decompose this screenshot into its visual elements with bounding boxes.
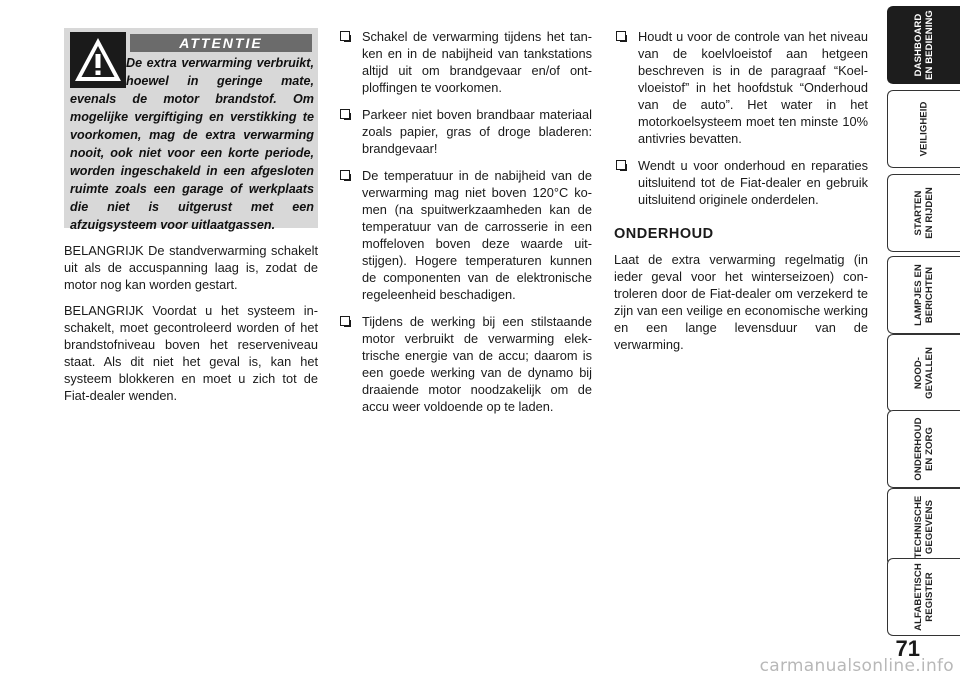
tab-label: STARTEN EN RIJDEN xyxy=(913,187,935,239)
list-item: Parkeer niet boven brandbaar materiaal zoals papier, gras of droge bladeren: brandgevaar! xyxy=(338,106,592,157)
tab-veiligheid[interactable] xyxy=(887,90,960,168)
tab-lampjes[interactable] xyxy=(887,256,960,334)
page-number: 71 xyxy=(895,636,920,661)
list-item: Tijdens de werking bij een stilstaande motor verbruikt de verwarming elektrische energie van de accu; daarom is een goede werking van de dynamo bij draaiende motor noodzakelijk om de accu weer voldoende op te laden. xyxy=(338,313,592,415)
watermark: carmanualsonline.info xyxy=(759,656,954,676)
checkbox-bullet-icon xyxy=(616,31,626,41)
list-item: Wendt u voor onderhoud en reparaties uitsluitend tot de Fiat-dealer en gebruik uitsluitend originele onderdelen. xyxy=(614,157,868,208)
chapter-tabs xyxy=(882,0,960,678)
bullet-list xyxy=(338,28,592,415)
tab-label: DASHBOARD EN BEDIENING xyxy=(913,10,935,80)
checkbox-bullet-icon xyxy=(340,109,350,119)
tab-alfabetisch-register[interactable] xyxy=(887,558,960,636)
tab-label: VEILIGHEID xyxy=(918,101,930,157)
tab-technische-gegevens[interactable] xyxy=(887,488,960,566)
column-right xyxy=(614,28,868,362)
section-heading: ONDERHOUD xyxy=(614,226,714,242)
tab-label: ALFABETISCH REGISTER xyxy=(913,563,935,631)
column-middle xyxy=(338,28,592,425)
bullet-list xyxy=(614,28,868,208)
checkbox-bullet-icon xyxy=(340,316,350,326)
paragraph: Laat de extra verwarming regelmatig (in ieder geval voor het winterseizoen) controleren door de Fiat-dealer om verzekerd te zijn van een veilige en economische werking en een lange levensduur van de verwarming. xyxy=(614,252,868,352)
tab-noodgevallen[interactable] xyxy=(887,334,960,412)
list-item: Houdt u voor de controle van het niveau van de koelvloeistof aan hetgeen beschreven is in de paragraaf “Koelvloeistof” in het hoofdstuk “Onderhoud van de auto”. Het water in het motorkoelsysteem moet ten minste 10% antivries bevatten. xyxy=(614,28,868,147)
column-left xyxy=(64,242,318,413)
paragraph: BELANGRIJK Voordat u het systeem inschakelt, moet gecontroleerd worden of het brandstofniveau boven het reserveniveau staat. Als dit niet het geval is, kan het systeem blokkeren en moet u zich tot de Fiat-dealer wenden. xyxy=(64,303,318,403)
list-item: Schakel de verwarming tijdens het tanken en in de nabijheid van tankstations altijd uit om brandgevaar en/of ontploffingen te voorkomen. xyxy=(338,28,592,96)
tab-starten[interactable] xyxy=(887,174,960,252)
paragraph: BELANGRIJK De standverwarming schakelt uit als de accuspanning laag is, zodat de motor nog kan worden gestart. xyxy=(64,243,318,292)
tab-dashboard[interactable] xyxy=(887,6,960,84)
tab-label: TECHNISCHE GEGEVENS xyxy=(913,495,935,559)
checkbox-bullet-icon xyxy=(616,160,626,170)
tab-label: ONDERHOUD EN ZORG xyxy=(913,417,935,481)
tab-label: NOOD- GEVALLEN xyxy=(913,347,935,399)
warning-text: De extra verwarming verbruikt, hoewel in geringe mate, evenals de motor brandstof. Om mogelijke vergiftiging en verstikking te voorkomen, mag de extra verwarming nooit, ook niet voor een korte periode, worden ingeschakeld in een afgesloten ruimte zoals een garage of werkplaats die niet is uitgerust met een afzuigsysteem voor uitlaatgassen. xyxy=(70,56,314,232)
checkbox-bullet-icon xyxy=(340,170,350,180)
warning-badge: ATTENTIE xyxy=(130,34,312,52)
warning-box xyxy=(64,28,318,232)
tab-label: LAMPJES EN BERICHTEN xyxy=(913,264,935,326)
tab-onderhoud[interactable] xyxy=(887,410,960,488)
list-item: De temperatuur in de nabijheid van de verwarming mag niet boven 120°C komen (na spuitwerkzaamheden kan de temperatuur van de carrosserie in een moffeloven boven deze waarde uitstijgen). Hogere temperaturen kunnen de componenten van de elektronische regeleenheid beschadigen. xyxy=(338,167,592,303)
checkbox-bullet-icon xyxy=(340,31,350,41)
